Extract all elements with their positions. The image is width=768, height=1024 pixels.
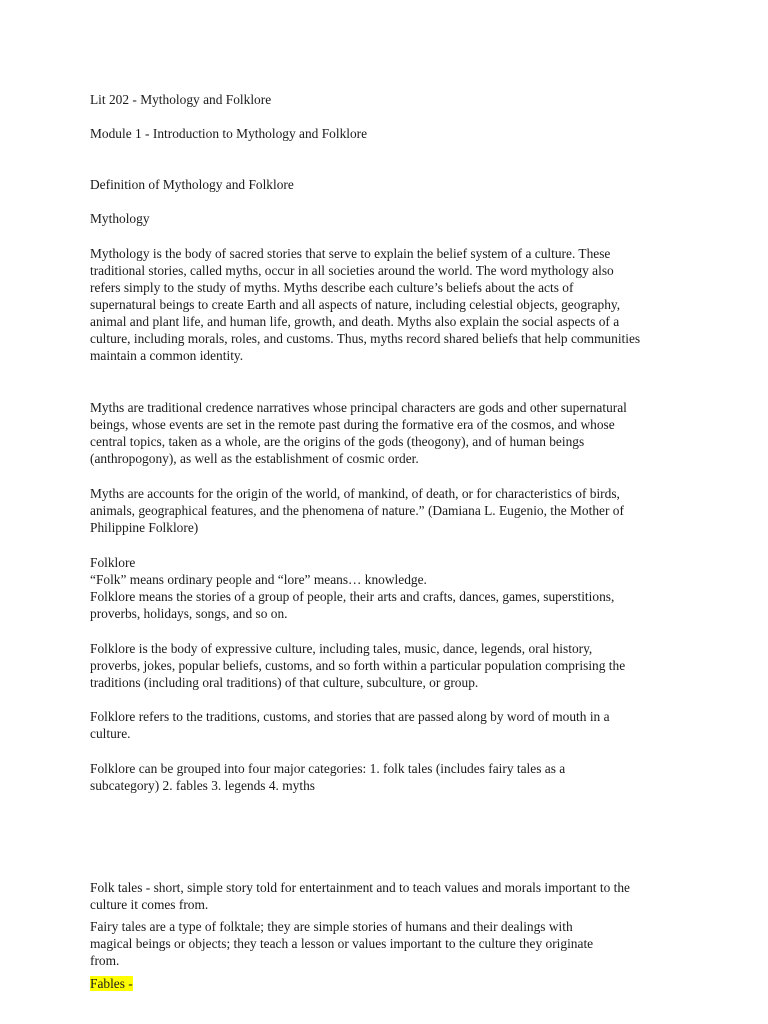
paragraph-line: Philippine Folklore)	[90, 520, 199, 535]
paragraph-line: Folk tales - short, simple story told for entertainment and to teach values and morals important to the	[90, 880, 630, 895]
paragraph-line: traditions (including oral traditions) of that culture, subculture, or group.	[90, 675, 479, 690]
paragraph-line: animals, geographical features, and the phenomena of nature.” (Damiana L. Eugenio, the Mother of	[90, 503, 624, 518]
module-title: Module 1 - Introduction to Mythology and Folklore	[90, 126, 368, 141]
paragraph-line: central topics, taken as a whole, are the origins of the gods (theogony), and of human beings	[90, 434, 585, 449]
paragraph-line: supernatural beings to create Earth and all aspects of nature, including celestial objects, geography,	[90, 297, 621, 312]
paragraph-line: beings, whose events are set in the remote past during the formative era of the cosmos, and whose	[90, 417, 615, 432]
paragraph-line: subcategory) 2. fables 3. legends 4. myths	[90, 778, 315, 793]
paragraph-line: Myths are accounts for the origin of the world, of mankind, of death, or for characteristics of birds,	[90, 486, 620, 501]
paragraph-line: from.	[90, 953, 120, 968]
folk-meaning: “Folk” means ordinary people and “lore” means… knowledge.	[90, 572, 427, 587]
paragraph-line: (anthropogony), as well as the establishment of cosmic order.	[90, 451, 419, 466]
paragraph-line: Mythology is the body of sacred stories that serve to explain the belief system of a culture. These	[90, 246, 611, 261]
paragraph-line: proverbs, jokes, popular beliefs, customs, and so forth within a particular population comprising the	[90, 658, 626, 673]
paragraph-line: Folklore refers to the traditions, customs, and stories that are passed along by word of mouth in a	[90, 709, 610, 724]
mythology-heading: Mythology	[90, 211, 150, 226]
paragraph-line: Myths are traditional credence narratives whose principal characters are gods and other supernatural	[90, 400, 627, 415]
paragraph-line: proverbs, holidays, songs, and so on.	[90, 606, 288, 621]
paragraph-line: Folklore can be grouped into four major categories: 1. folk tales (includes fairy tales as a	[90, 761, 566, 776]
paragraph-line: maintain a common identity.	[90, 348, 244, 363]
paragraph-line: refers simply to the study of myths. Myths describe each culture’s beliefs about the acts of	[90, 280, 574, 295]
fables-heading	[90, 975, 133, 992]
paragraph-line: animal and plant life, and human life, growth, and death. Myths also explain the social aspects of a	[90, 314, 620, 329]
paragraph-line: Fairy tales are a type of folktale; they are simple stories of humans and their dealings with	[90, 919, 573, 934]
highlighted-text: Fables -	[90, 976, 133, 991]
paragraph-line: culture.	[90, 726, 131, 741]
paragraph-line: culture it comes from.	[90, 897, 209, 912]
paragraph-line: magical beings or objects; they teach a lesson or values important to the culture they originate	[90, 936, 594, 951]
definition-heading: Definition of Mythology and Folklore	[90, 177, 294, 192]
course-title: Lit 202 - Mythology and Folklore	[90, 92, 272, 107]
paragraph-line: Folklore means the stories of a group of people, their arts and crafts, dances, games, superstitions,	[90, 589, 615, 604]
paragraph-line: traditional stories, called myths, occur in all societies around the world. The word mythology also	[90, 263, 614, 278]
paragraph-line: Folklore is the body of expressive culture, including tales, music, dance, legends, oral history,	[90, 641, 593, 656]
paragraph-line: culture, including morals, roles, and customs. Thus, myths record shared beliefs that help communities	[90, 331, 641, 346]
folklore-heading: Folklore	[90, 555, 136, 570]
